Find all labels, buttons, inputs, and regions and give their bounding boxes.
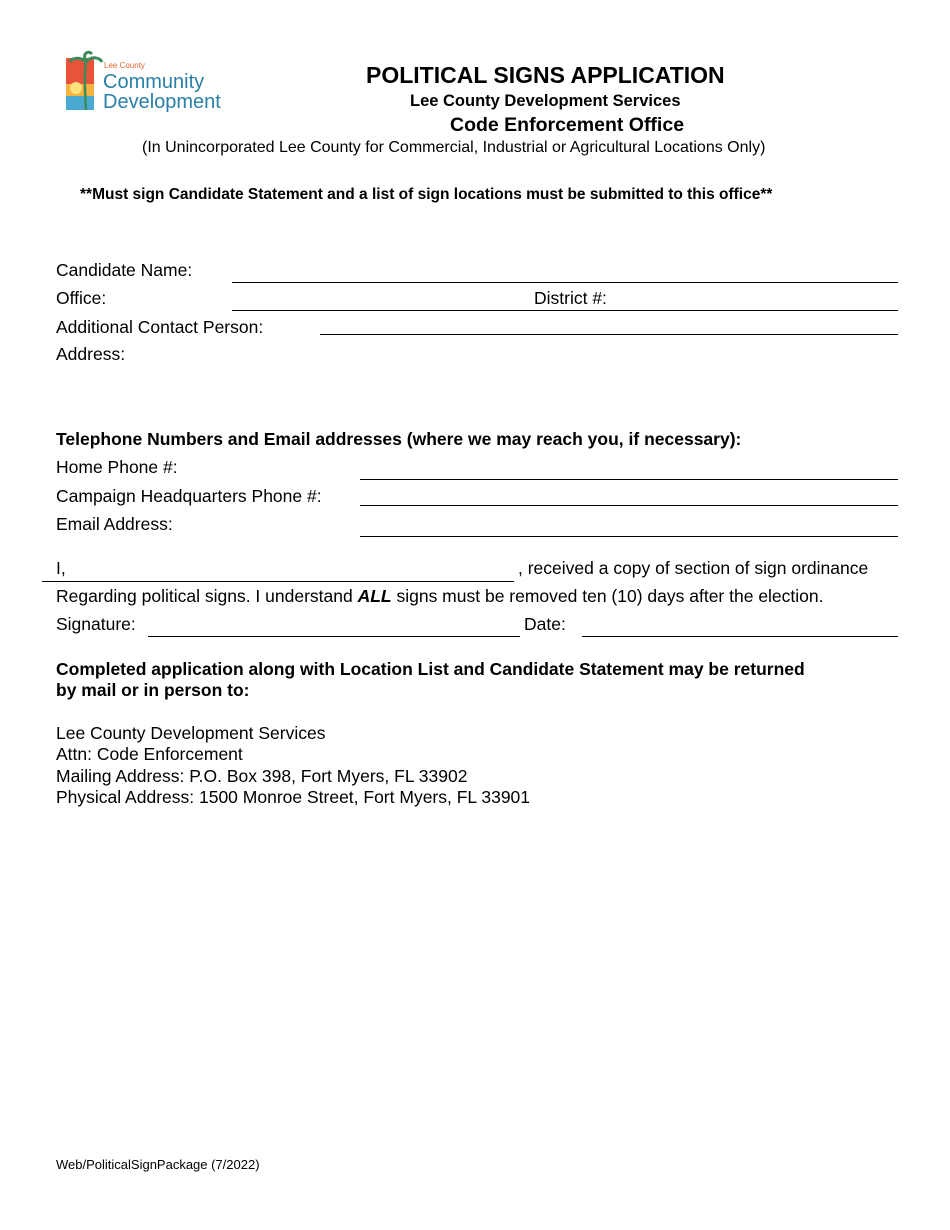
candidate-name-label: Candidate Name: — [56, 260, 193, 280]
contact-person-field[interactable] — [320, 334, 898, 335]
office-label: Office: — [56, 288, 107, 308]
home-phone-label: Home Phone #: — [56, 457, 178, 477]
palm-tree-logo-icon — [62, 50, 234, 114]
date-field[interactable] — [582, 636, 898, 637]
signature-field[interactable] — [148, 636, 520, 637]
logo-county-text: Lee County — [104, 61, 145, 70]
statement-text-a: Regarding political signs. I understand — [56, 586, 358, 606]
address-label: Address: — [56, 344, 126, 364]
contact-person-label: Additional Contact Person: — [56, 317, 264, 337]
statement-emphasis: ALL — [357, 586, 392, 606]
return-address-line4: Physical Address: 1500 Monroe Street, Fort Myers, FL 33901 — [56, 787, 531, 807]
statement-name-field[interactable] — [42, 581, 514, 582]
logo-line1-text: Community — [103, 71, 205, 93]
return-heading-line2: by mail or in person to: — [56, 680, 250, 700]
document-footer: Web/PoliticalSignPackage (7/2022) — [56, 1157, 260, 1172]
statement-text-b: signs must be removed ten (10) days after the election. — [391, 586, 824, 606]
office-field[interactable] — [232, 310, 898, 311]
email-label: Email Address: — [56, 514, 173, 534]
home-phone-field[interactable] — [360, 479, 898, 480]
submission-notice: **Must sign Candidate Statement and a list of sign locations must be submitted to this office** — [80, 186, 773, 203]
date-label: Date: — [524, 614, 566, 634]
email-field[interactable] — [360, 536, 898, 537]
logo-line2-text: Development — [103, 91, 221, 113]
logo — [62, 50, 234, 114]
statement-removal-text — [56, 586, 824, 607]
return-address-line2: Attn: Code Enforcement — [56, 744, 243, 764]
page-title: POLITICAL SIGNS APPLICATION — [366, 62, 725, 88]
page-scope-note: (In Unincorporated Lee County for Commercial, Industrial or Agricultural Locations Only) — [142, 139, 766, 156]
campaign-phone-label: Campaign Headquarters Phone #: — [56, 486, 322, 506]
return-address-line3: Mailing Address: P.O. Box 398, Fort Myers, FL 33902 — [56, 766, 468, 786]
page-subtitle-1: Lee County Development Services — [410, 92, 681, 110]
contact-section-heading: Telephone Numbers and Email addresses (where we may reach you, if necessary): — [56, 429, 742, 449]
return-address-line1: Lee County Development Services — [56, 723, 326, 743]
signature-label: Signature: — [56, 614, 136, 634]
statement-i-label: I, — [56, 558, 66, 578]
statement-received-text: , received a copy of section of sign ordinance — [518, 558, 869, 578]
page-subtitle-2: Code Enforcement Office — [450, 114, 685, 136]
candidate-name-field[interactable] — [232, 282, 898, 283]
district-label: District #: — [534, 288, 607, 308]
campaign-phone-field[interactable] — [360, 505, 898, 506]
return-heading-line1: Completed application along with Location List and Candidate Statement may be returned — [56, 659, 805, 679]
